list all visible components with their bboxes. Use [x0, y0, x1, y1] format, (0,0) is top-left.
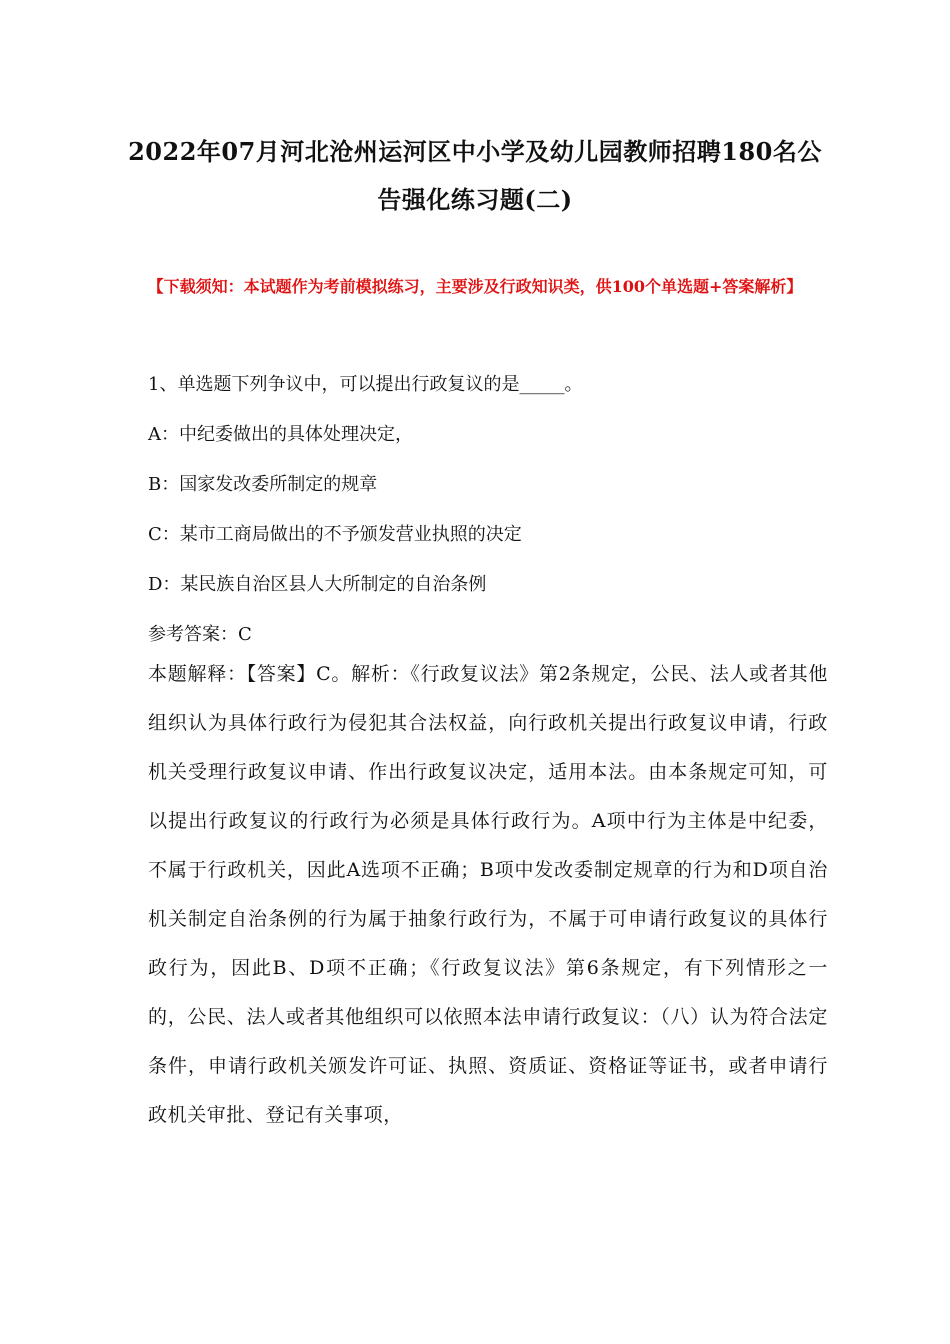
- option-c: C：某市工商局做出的不予颁发营业执照的决定: [148, 524, 522, 545]
- document-title: 2022年07月河北沧州运河区中小学及幼儿园教师招聘180名公告强化练习题(二): [128, 137, 822, 214]
- download-notice: 【下载须知：本试题作为考前模拟练习，主要涉及行政知识类，供100个单选题+答案解析】: [147, 277, 803, 296]
- answer-explanation: 本题解释：【答案】C。解析：《行政复议法》第2条规定，公民、法人或者其他组织认为具体行政行为侵犯其合法权益，向行政机关提出行政复议申请，行政机关受理行政复议申请、作出行政复议决定，适用本法。由本条规定可知，可以提出行政复议的行政行为必须是具体行政行为。A项中行为主体是中纪委，不属于行政机关，因此A选项不正确；B项中发改委制定规章的行为和D项自治机关制定自治条例的行为属于抽象行政行为，不属于可申请行政复议的具体行政行为，因此B、D项不正确；《行政复议法》第6条规定，有下列情形之一的，公民、法人或者其他组织可以依照本法申请行政复议：（八）认为符合法定条件，申请行政机关颁发许可证、执照、资质证、资格证等证书，或者申请行政机关审批、登记有关事项，: [148, 663, 828, 1126]
- option-d: D：某民族自治区县人大所制定的自治条例: [148, 574, 487, 595]
- reference-answer: 参考答案：C: [148, 624, 252, 645]
- question-block: [148, 360, 828, 660]
- option-b: B：国家发改委所制定的规章: [148, 474, 378, 495]
- option-a: A：中纪委做出的具体处理决定，: [148, 424, 413, 445]
- question-stem: 1、单选题下列争议中，可以提出行政复议的是_____。: [148, 374, 583, 395]
